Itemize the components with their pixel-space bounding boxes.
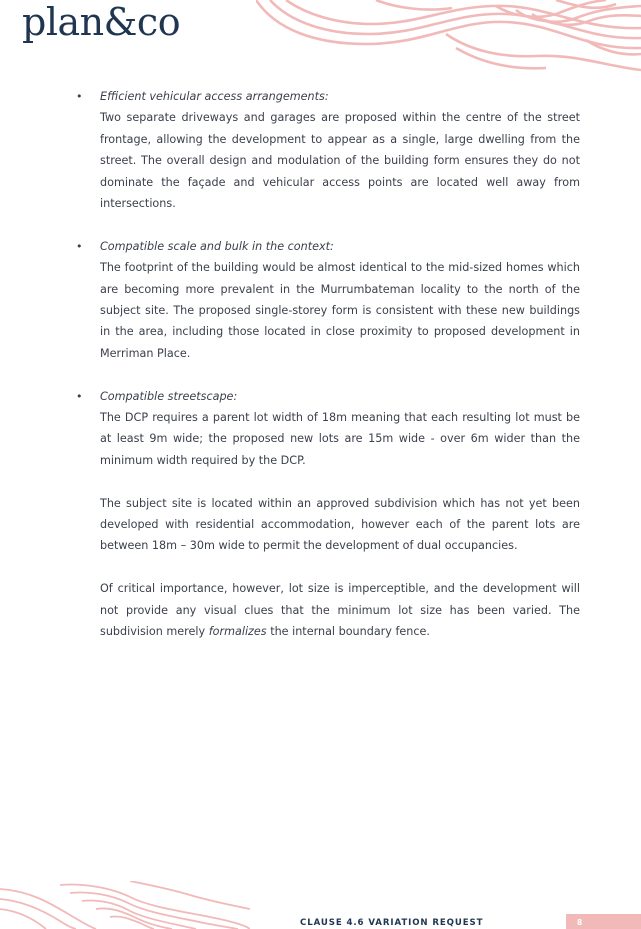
bullet-heading: Efficient vehicular access arrangements: [100, 90, 329, 103]
bullet-dot-icon: • [76, 239, 83, 253]
brand-logo: plan&co [22, 0, 181, 44]
topographic-pattern-bottom [0, 881, 250, 929]
bullet-dot-icon: • [76, 389, 83, 403]
bullet-item [76, 386, 580, 472]
bullet-dot-icon: • [76, 90, 83, 103]
bullet-item [76, 236, 580, 364]
paragraph-text: The subject site is located within an approved subdivision which has not yet been developed with residential accommodation, however each of the parent lots are between 18m – 30m wide to permit the development of dual occupancies. [100, 496, 580, 553]
document-body [76, 86, 580, 643]
topographic-pattern-top [256, 0, 641, 72]
body-paragraph [76, 493, 580, 557]
paragraph-text-part: Of critical importance, however, lot size is imperceptible, and the development will not provide any visual clues that the minimum lot size has been varied. The subdivision merely [100, 582, 580, 639]
paragraph-text-part: the internal boundary fence. [266, 625, 430, 639]
bullet-text: The footprint of the building would be almost identical to the mid-sized homes which are becoming more prevalent in the Murrumbateman locality to the north of the subject site. The proposed single-storey form is consistent with these new buildings in the area, including those located in close proximity to proposed development in Merriman Place. [100, 261, 580, 360]
bullet-text: Two separate driveways and garages are proposed within the centre of the street frontage, allowing the development to appear as a single, large dwelling from the street. The overall design and modulation of the building form ensures they do not dominate the façade and vehicular access points are located well away from intersections. [100, 111, 580, 211]
body-paragraph [76, 578, 580, 642]
page-number-badge [566, 914, 641, 929]
bullet-heading: Compatible streetscape: [100, 389, 238, 403]
emphasis-text: formalizes [208, 625, 267, 639]
bullet-text: The DCP requires a parent lot width of 18m meaning that each resulting lot must be at least 9m wide; the proposed new lots are 15m wide - over 6m wider than the minimum width required by the DCP. [100, 411, 580, 467]
bullet-heading: Compatible scale and bulk in the context: [100, 239, 334, 253]
page-number: 8 [577, 918, 583, 927]
footer-document-title: CLAUSE 4.6 VARIATION REQUEST [300, 918, 484, 928]
bullet-item [76, 86, 580, 214]
paragraph-text [100, 578, 580, 642]
